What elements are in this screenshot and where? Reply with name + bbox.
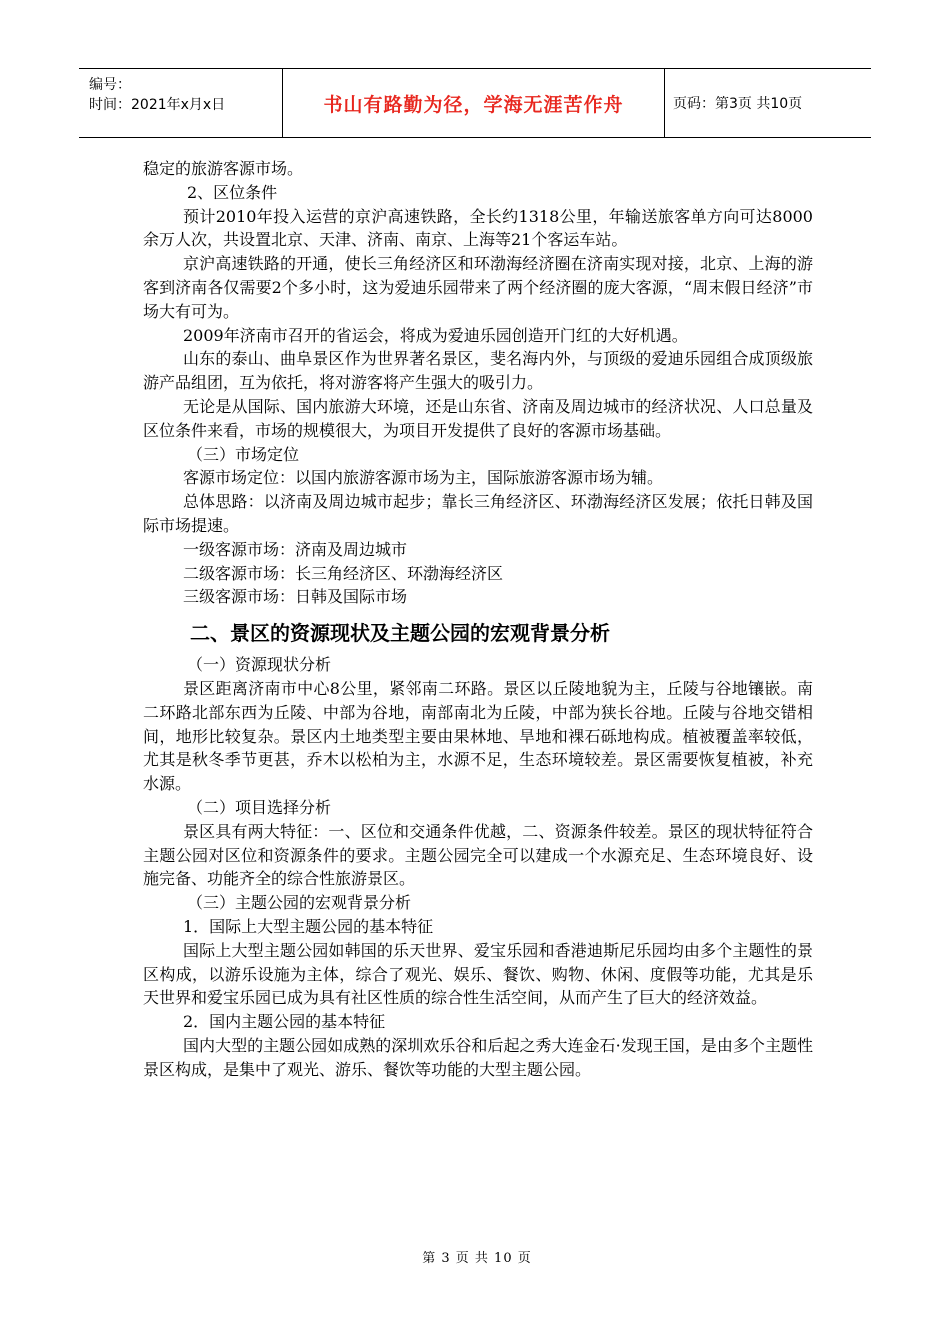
header-left-cell: [79, 69, 283, 137]
paragraph: 客源市场定位：以国内旅游客源市场为主，国际旅游客源市场为辅。: [183, 468, 664, 488]
footer-page-number: 第 3 页 共 10 页: [422, 1251, 532, 1266]
paragraph: 景区距离济南市中心8公里，紧邻南二环路。景区以丘陵地貌为主，丘陵与谷地镶嵌。南二环路北部东西为丘陵、中部为谷地，南部南北为丘陵，中部为狭长谷地。丘陵与谷地交错相间，地形比较复杂。景区内土地类型主要由果林地、旱地和裸石砾地构成。植被覆盖率较低，尤其是秋冬季节更甚，乔木以松柏为主，水源不足，生态环境较差。景区需要恢复植被，补充水源。: [143, 678, 813, 794]
header-page-info: 页码：第3页 共10页: [673, 96, 803, 112]
subheading: 1．国际上大型主题公园的基本特征: [183, 916, 434, 936]
paragraph: 2009年济南市召开的省运会，将成为爱迪乐园创造开门红的大好机遇。: [183, 325, 688, 345]
paragraph: 稳定的旅游客源市场。: [143, 159, 304, 178]
subheading: （三）主题公园的宏观背景分析: [187, 893, 412, 913]
subheading: （一）资源现状分析: [187, 655, 332, 675]
motto-text: 书山有路勤为径，学海无涯苦作舟: [323, 93, 624, 116]
header-table: [79, 68, 871, 138]
paragraph: 京沪高速铁路的开通，使长三角经济区和环渤海经济圈在济南实现对接，北京、上海的游客到济南各仅需要2个多小时，这为爱迪乐园带来了两个经济圈的庞大客源，“周末假日经济”市场大有可为。: [143, 254, 813, 321]
paragraph: 山东的泰山、曲阜景区作为世界著名景区，斐名海内外，与顶级的爱迪乐园组合成顶级旅游产品组团，互为依托，将对游客将产生强大的吸引力。: [143, 349, 813, 393]
paragraph: 预计2010年投入运营的京沪高速铁路，全长约1318公里，年输送旅客单方向可达8000余万人次，共设置北京、天津、济南、南京、上海等21个客运车站。: [143, 206, 813, 250]
document-body: [143, 157, 813, 1081]
paragraph: 总体思路：以济南及周边城市起步；靠长三角经济区、环渤海经济区发展；依托日韩及国际市场提速。: [143, 492, 813, 535]
subheading: （三）市场定位: [187, 444, 300, 464]
paragraph: 二级客源市场：长三角经济区、环渤海经济区: [183, 563, 504, 583]
paragraph: 无论是从国际、国内旅游大环境，还是山东省、济南及周边城市的经济状况、人口总量及区位条件来看，市场的规模很大，为项目开发提供了良好的客源市场基础。: [143, 396, 813, 440]
page-footer: [0, 1247, 950, 1266]
number-label: 编号：: [89, 77, 131, 93]
header-page-cell: [665, 69, 871, 137]
paragraph: 国际上大型主题公园如韩国的乐天世界、爱宝乐园和香港迪斯尼乐园均由多个主题性的景区构成，以游乐设施为主体，综合了观光、娱乐、餐饮、购物、休闲、度假等功能，尤其是乐天世界和爱宝乐园已成为具有社区性质的综合性生活空间，从而产生了巨大的经济效益。: [143, 940, 813, 1008]
subheading: 2、区位条件: [187, 182, 278, 202]
paragraph: 国内大型的主题公园如成熟的深圳欢乐谷和后起之秀大连金石·发现王国，是由多个主题性景区构成，是集中了观光、游乐、餐饮等功能的大型主题公园。: [143, 1035, 813, 1079]
paragraph: 景区具有两大特征：一、区位和交通条件优越，二、资源条件较差。景区的现状特征符合主题公园对区位和资源条件的要求。主题公园完全可以建成一个水源充足、生态环境良好、设施完备、功能齐全的综合性旅游景区。: [143, 821, 813, 889]
time-label: 时间：2021年x月x日: [89, 97, 226, 113]
paragraph: 三级客源市场：日韩及国际市场: [183, 587, 408, 607]
subheading: （二）项目选择分析: [187, 797, 332, 817]
subheading: 2．国内主题公园的基本特征: [183, 1012, 386, 1032]
paragraph: 一级客源市场：济南及周边城市: [183, 539, 408, 559]
header-motto-cell: [283, 69, 665, 137]
section-heading: 二、景区的资源现状及主题公园的宏观背景分析: [190, 621, 610, 646]
